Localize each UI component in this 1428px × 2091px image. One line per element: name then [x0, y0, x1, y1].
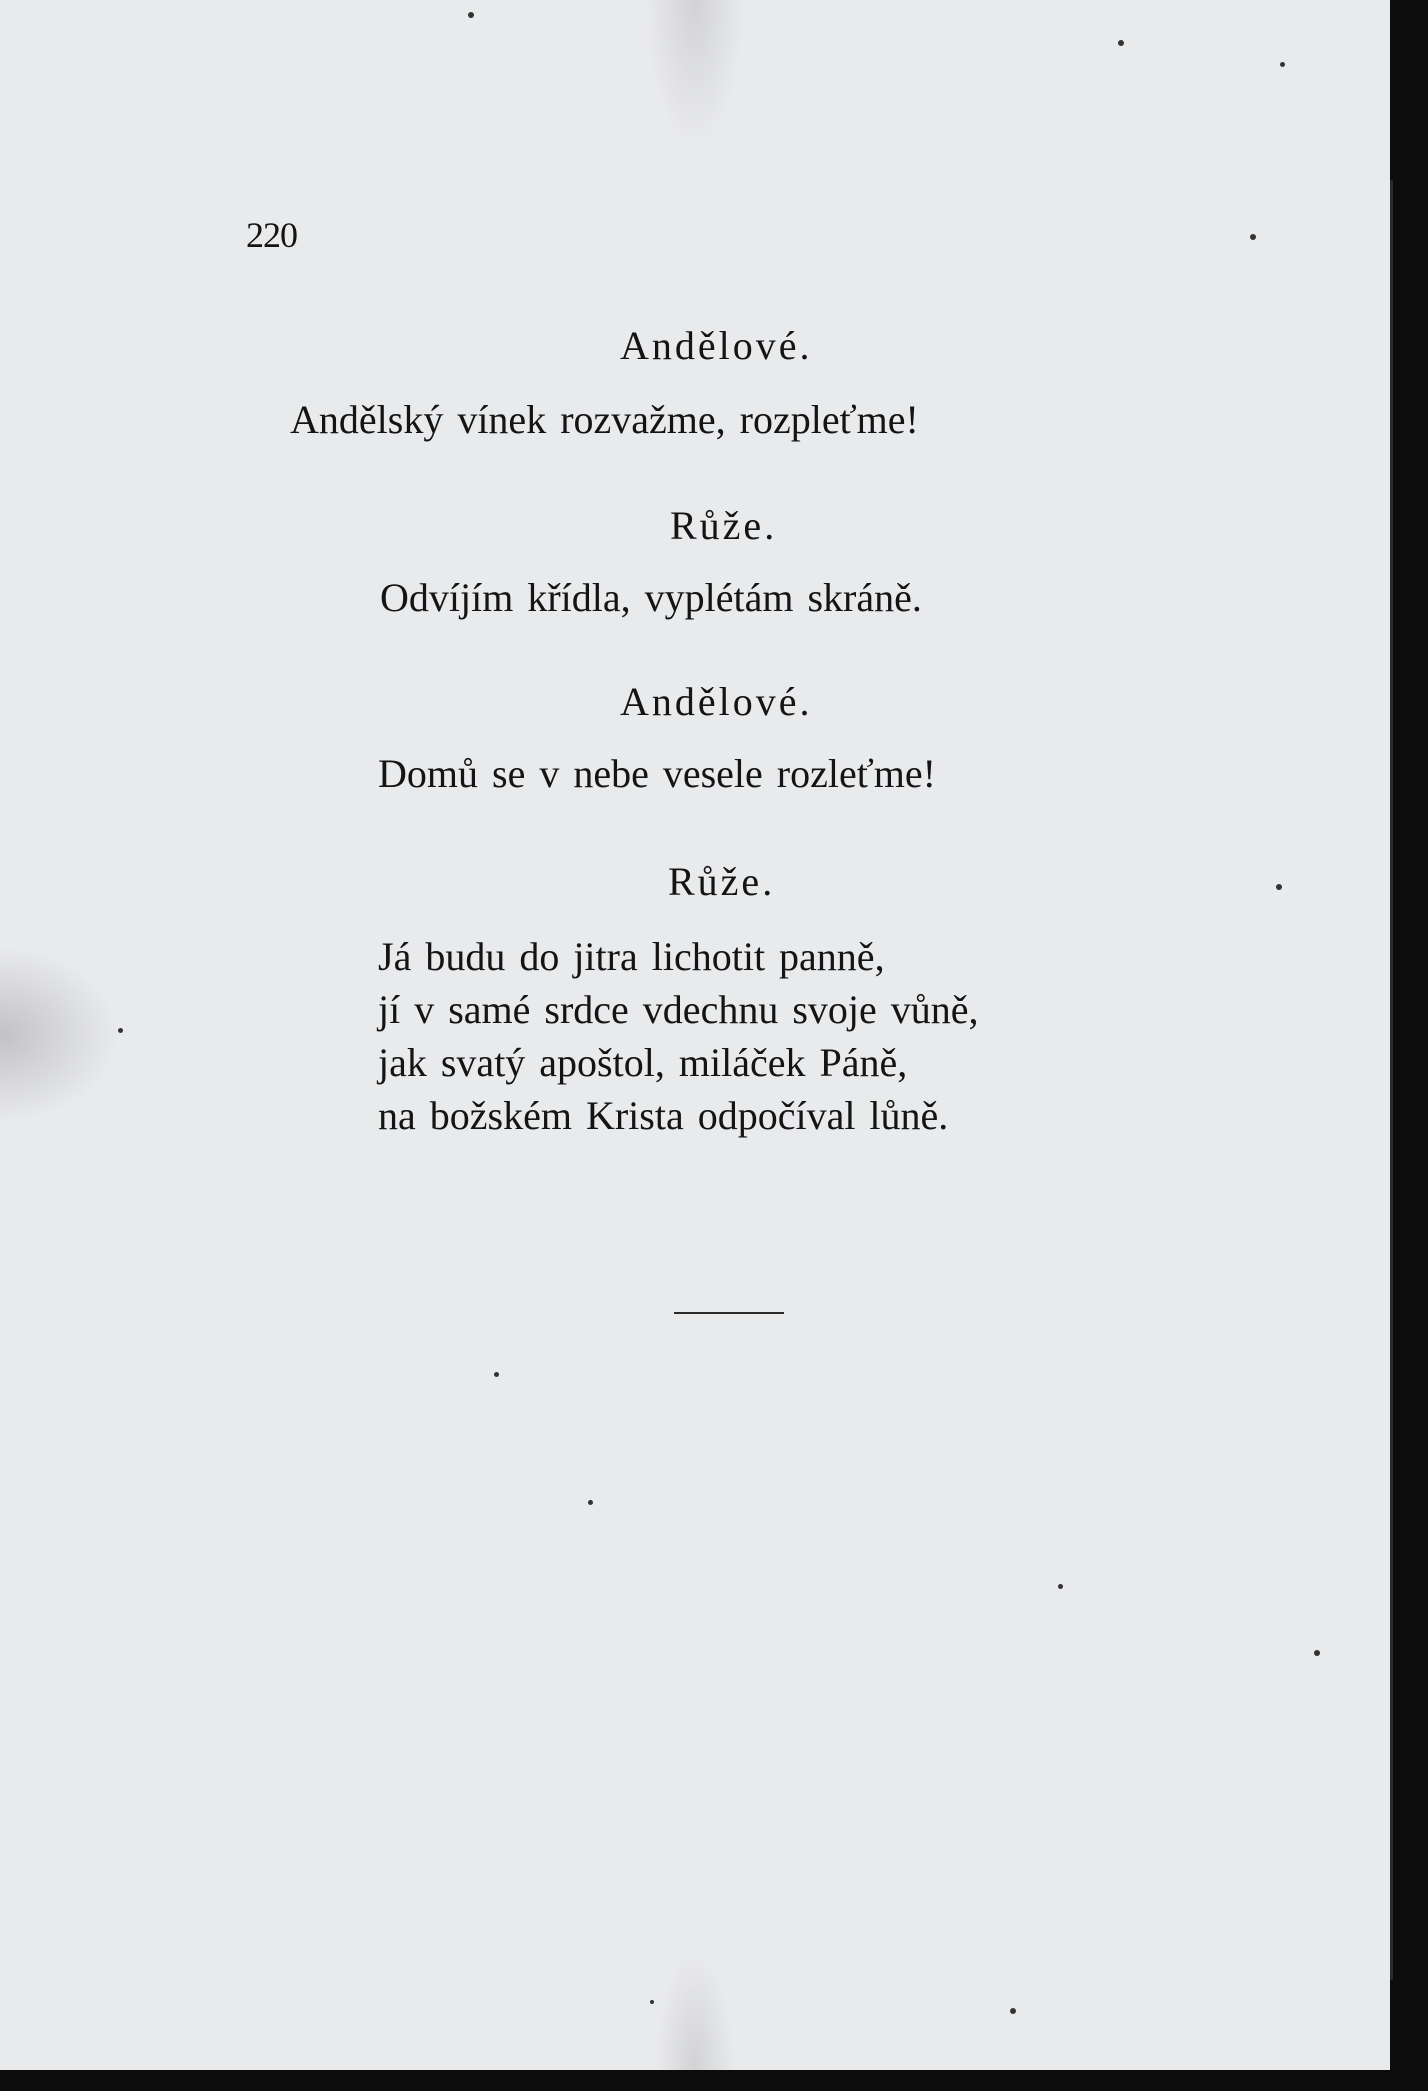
paper-speck: [1314, 1650, 1320, 1656]
paper-speck: [1276, 884, 1282, 890]
speaker-heading: Růže.: [668, 859, 776, 904]
paper-speck: [1280, 62, 1285, 67]
verse-line: jak svatý apoštol, miláček Páně,: [378, 1040, 908, 1085]
scan-page-edge: [1390, 180, 1393, 1980]
scan-border-right: [1390, 0, 1428, 2091]
paper-speck: [1250, 234, 1256, 240]
paper-speck: [468, 12, 474, 18]
verse-line: Domů se v nebe vesele rozleťme!: [378, 751, 936, 796]
paper-speck: [588, 1500, 593, 1505]
paper-speck: [1058, 1584, 1063, 1589]
speaker-heading: Andělové.: [620, 323, 813, 368]
paper-speck: [1010, 2008, 1016, 2014]
verse-line: jí v samé srdce vdechnu svoje vůně,: [378, 987, 979, 1032]
paper-speck: [494, 1372, 499, 1377]
page-number: 220: [246, 215, 297, 255]
verse-stanza: [378, 930, 979, 1142]
verse-line: na božském Krista odpočíval lůně.: [378, 1093, 949, 1138]
scan-border-bottom: [0, 2070, 1428, 2091]
end-rule-divider: [674, 1312, 784, 1314]
verse-line: Andělský vínek rozvažme, rozpleťme!: [290, 397, 919, 442]
verse-line: Odvíjím křídla, vyplétám skráně.: [380, 575, 922, 620]
paper-speck: [650, 2000, 654, 2004]
speaker-heading: Růže.: [670, 503, 778, 548]
verse-line: Já budu do jitra lichotit panně,: [378, 934, 885, 979]
speaker-heading: Andělové.: [620, 679, 813, 724]
paper-speck: [1118, 40, 1124, 46]
paper-speck: [118, 1028, 123, 1033]
